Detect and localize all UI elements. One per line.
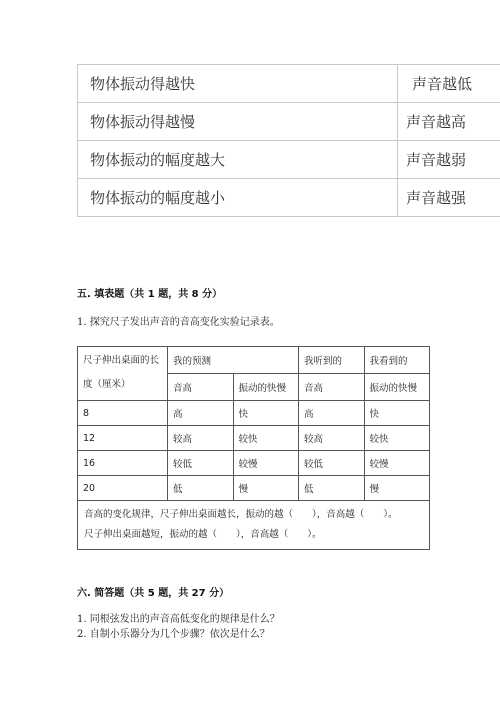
pitch-cell: 较高 (168, 426, 234, 451)
speed-cell: 较慢 (233, 451, 299, 476)
pitch-cell: 低 (168, 476, 234, 501)
group-header-prediction: 我的预测 (168, 347, 299, 374)
table-row (78, 476, 430, 501)
length-cell: 20 (78, 476, 168, 501)
section-6-title: 六. 简答题（共 5 题，共 27 分） (77, 588, 230, 599)
table-row (78, 141, 500, 179)
heard-cell: 低 (299, 476, 365, 501)
table-header-row (78, 347, 430, 374)
speed-cell: 较快 (233, 426, 299, 451)
match-left-cell: 物体振动得越快 (78, 65, 398, 103)
length-cell: 8 (78, 401, 168, 426)
subheader-speed: 振动的快慢 (364, 374, 430, 401)
table-row (78, 426, 430, 451)
match-left-cell: 物体振动得越慢 (78, 103, 398, 141)
match-right-cell: 声音越强 (398, 179, 500, 217)
match-right-cell: 声音越高 (398, 103, 500, 141)
section-5-question: 1. 探究尺子发出声音的音高变化实验记录表。 (77, 317, 280, 328)
pitch-cell: 较低 (168, 451, 234, 476)
subheader-pitch: 音高 (168, 374, 234, 401)
heard-cell: 较低 (299, 451, 365, 476)
rule-line-1: 音高的变化规律，尺子伸出桌面越长，振动的越（ ），音高越（ ）。 (84, 509, 398, 520)
section-6-question-1: 1. 同根弦发出的声音高低变化的规律是什么？ (77, 614, 280, 625)
seen-cell: 较慢 (364, 451, 430, 476)
experiment-record-table (77, 346, 430, 550)
length-cell: 16 (78, 451, 168, 476)
table-row (78, 65, 500, 103)
seen-cell: 较快 (364, 426, 430, 451)
matching-table (77, 64, 500, 217)
col-length-header: 尺子伸出桌面的长度（厘米） (78, 347, 168, 401)
speed-cell: 慢 (233, 476, 299, 501)
table-row (78, 401, 430, 426)
section-5-title: 五. 填表题（共 1 题，共 8 分） (77, 289, 223, 300)
match-right-cell: 声音越低 (398, 65, 500, 103)
table-row (78, 451, 430, 476)
section-6-question-2: 2. 自制小乐器分为几个步骤？依次是什么？ (77, 629, 270, 640)
subheader-speed: 振动的快慢 (233, 374, 299, 401)
heard-cell: 高 (299, 401, 365, 426)
speed-cell: 快 (233, 401, 299, 426)
table-row (78, 103, 500, 141)
heard-cell: 较高 (299, 426, 365, 451)
group-header-heard: 我听到的 (299, 347, 365, 374)
group-header-seen: 我看到的 (364, 347, 430, 374)
rule-line-2: 尺子伸出桌面越短，振动的越（ ），音高越（ ）。 (84, 529, 322, 540)
table-rule-row (78, 501, 430, 550)
length-cell: 12 (78, 426, 168, 451)
match-left-cell: 物体振动的幅度越小 (78, 179, 398, 217)
pitch-cell: 高 (168, 401, 234, 426)
table-row (78, 179, 500, 217)
match-right-cell: 声音越弱 (398, 141, 500, 179)
seen-cell: 快 (364, 401, 430, 426)
match-left-cell: 物体振动的幅度越大 (78, 141, 398, 179)
subheader-pitch: 音高 (299, 374, 365, 401)
rule-cell (78, 501, 430, 550)
seen-cell: 慢 (364, 476, 430, 501)
